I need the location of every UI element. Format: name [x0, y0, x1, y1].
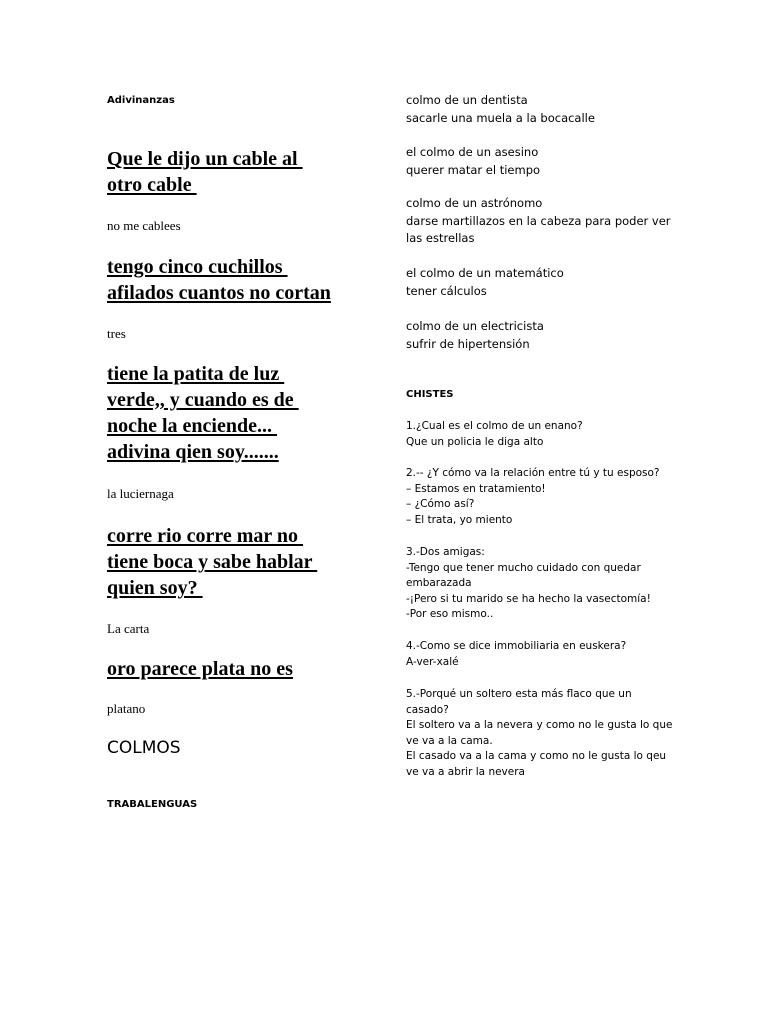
colmo-line: darse martillazos en la cabeza para poder ver	[406, 213, 671, 228]
colmo-line: colmo de un electricista	[406, 319, 544, 333]
joke-item-3	[406, 545, 696, 623]
joke-item-2	[406, 466, 696, 528]
joke-item-1	[406, 419, 696, 450]
joke-line: Que un policia le diga alto	[406, 435, 544, 448]
colmo-item-5	[406, 318, 696, 353]
joke-line: -Por eso mismo..	[406, 608, 494, 620]
colmo-line: sacarle una muela a la bocacalle	[406, 110, 595, 125]
joke-line: 1.¿Cual es el colmo de un enano?	[406, 420, 583, 432]
joke-line: – Estamos en tratamiento!	[406, 482, 546, 495]
joke-line: – ¿Cómo así?	[406, 498, 475, 510]
adivinanzas-heading: Adivinanzas	[107, 95, 175, 106]
riddle-line: quien soy?	[107, 577, 203, 599]
riddle-line: noche la enciende...	[107, 415, 277, 437]
joke-line: El soltero va a la nevera y como no le gusta lo que	[406, 719, 673, 731]
colmo-line: el colmo de un matemático	[406, 266, 564, 280]
joke-line: A-ver-xalé	[406, 655, 459, 668]
colmo-line: colmo de un astrónomo	[406, 196, 543, 210]
colmo-item-1	[406, 92, 696, 127]
colmo-line: el colmo de un asesino	[406, 145, 539, 159]
riddle-line: tiene la patita de luz	[107, 363, 285, 385]
riddle-question-2	[107, 254, 377, 306]
riddle-line: Que le dijo un cable al	[107, 148, 303, 170]
joke-line: El casado va a la cama y como no le gusta lo qeu	[406, 750, 667, 762]
riddle-line: otro cable	[107, 174, 197, 196]
riddle-line: afilados cuantos no cortan	[107, 282, 331, 304]
joke-line: 4.-Como se dice immobiliaria en euskera?	[406, 640, 627, 652]
riddle-line: oro parece plata no es	[107, 658, 293, 680]
joke-line: casado?	[406, 703, 449, 716]
colmo-line: sufrir de hipertensión	[406, 336, 530, 351]
joke-line: – El trata, yo miento	[406, 513, 513, 526]
riddle-line: verde,, y cuando es de	[107, 389, 299, 411]
riddle-answer-5: platano	[107, 701, 146, 716]
colmo-item-3	[406, 195, 696, 248]
colmo-item-2	[406, 144, 696, 179]
colmo-item-4	[406, 265, 696, 300]
joke-line: 3.-Dos amigas:	[406, 546, 485, 558]
joke-line: -¡Pero si tu marido se ha hecho la vasectomía!	[406, 592, 651, 605]
riddle-line: tiene boca y sabe hablar	[107, 551, 318, 573]
riddle-question-1	[107, 146, 377, 198]
colmo-line: las estrellas	[406, 231, 475, 245]
riddle-answer-2: tres	[107, 326, 126, 341]
riddle-line: corre rio corre mar no	[107, 525, 304, 547]
riddle-question-5	[107, 656, 377, 682]
riddle-answer-3: la luciernaga	[107, 486, 174, 501]
joke-line: ve va a abrir la nevera	[406, 765, 525, 778]
riddle-question-3	[107, 361, 377, 465]
joke-item-5	[406, 687, 696, 780]
chistes-heading: CHISTES	[406, 389, 454, 400]
joke-line: embarazada	[406, 577, 472, 589]
riddle-line: tengo cinco cuchillos	[107, 256, 288, 278]
riddle-line: adivina qien soy.......	[107, 441, 279, 463]
riddle-question-4	[107, 523, 377, 601]
colmo-line: querer matar el tiempo	[406, 162, 541, 177]
joke-item-4	[406, 639, 696, 670]
riddle-answer-1: no me cablees	[107, 218, 181, 233]
trabalenguas-heading: TRABALENGUAS	[107, 799, 198, 810]
colmos-heading: COLMOS	[107, 738, 181, 758]
joke-line: 2.-- ¿Y cómo va la relación entre tú y tu esposo?	[406, 467, 660, 479]
joke-line: -Tengo que tener mucho cuidado con quedar	[406, 561, 641, 574]
joke-line: 5.-Porqué un soltero esta más flaco que un	[406, 688, 632, 700]
riddle-answer-4: La carta	[107, 621, 150, 636]
colmo-line: colmo de un dentista	[406, 93, 528, 107]
joke-line: ve va a la cama.	[406, 734, 493, 747]
colmo-line: tener cálculos	[406, 283, 487, 298]
